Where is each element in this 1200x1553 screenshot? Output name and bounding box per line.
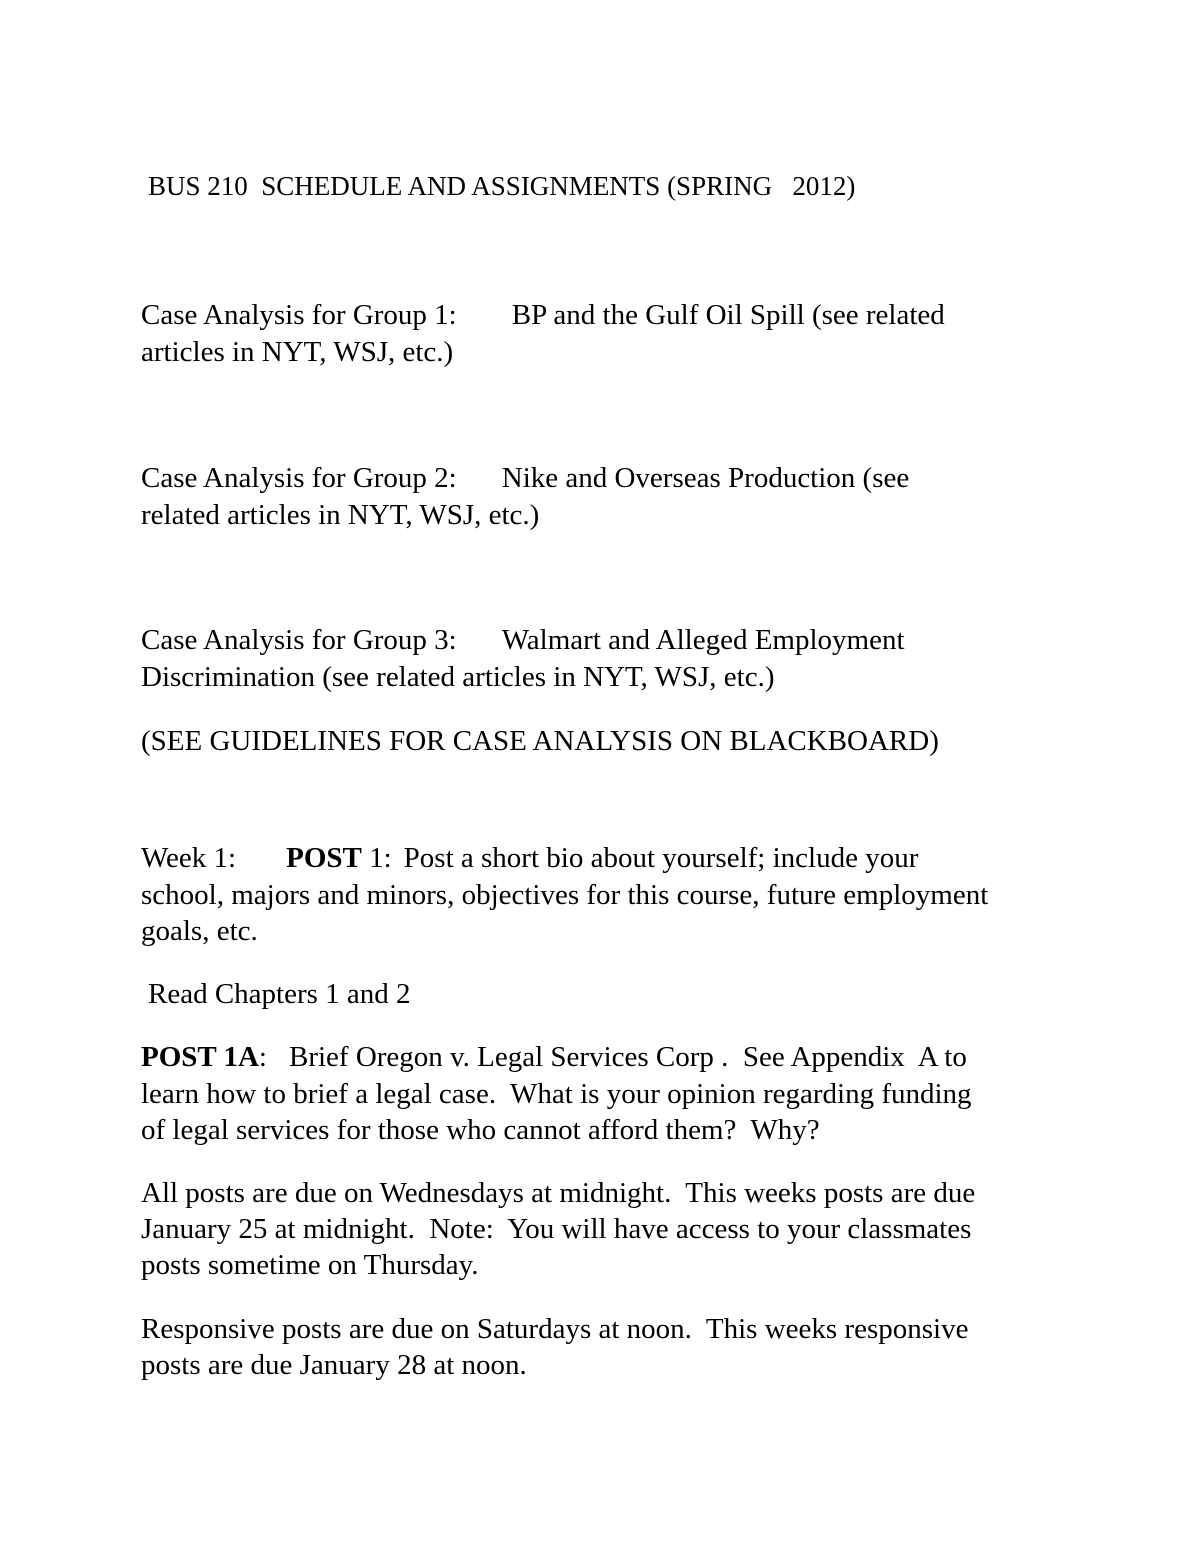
group-2-line-1 <box>141 460 909 497</box>
week-1-line-3: goals, etc. <box>141 915 258 947</box>
group-1-line-1 <box>141 297 945 334</box>
group-2-line-2: related articles in NYT, WSJ, etc.) <box>141 499 540 531</box>
guidelines-note: (SEE GUIDELINES FOR CASE ANALYSIS ON BLACKBOARD) <box>141 725 939 757</box>
post-1a-line-1 <box>141 1039 967 1076</box>
post-1a-label: POST 1A <box>141 1041 259 1073</box>
group-3-line-2: Discrimination (see related articles in NYT, WSJ, etc.) <box>141 661 775 693</box>
group-3-label: Case Analysis for Group 3: <box>141 624 457 656</box>
group-2-label: Case Analysis for Group 2: <box>141 462 457 494</box>
group-1-topic: BP and the Gulf Oil Spill (see related <box>511 299 945 331</box>
group-2-topic: Nike and Overseas Production (see <box>501 462 910 494</box>
group-1-line-2: articles in NYT, WSJ, etc.) <box>141 336 454 368</box>
post-1-text: Post a short bio about yourself; include your <box>403 842 919 874</box>
due-posts-line-3: posts sometime on Thursday. <box>141 1249 479 1281</box>
due-posts-line-2: January 25 at midnight. Note: You will have access to your classmates <box>141 1213 972 1245</box>
responsive-posts-line-2: posts are due January 28 at noon. <box>141 1349 527 1381</box>
week-1-line-2: school, majors and minors, objectives for this course, future employment <box>141 879 989 911</box>
group-1-label: Case Analysis for Group 1: <box>141 299 457 331</box>
post-1a-colon: : <box>258 1041 267 1073</box>
group-3-line-1 <box>141 622 905 659</box>
post-1a-line-2: learn how to brief a legal case. What is your opinion regarding funding <box>141 1078 972 1110</box>
group-3-topic: Walmart and Alleged Employment <box>501 624 905 656</box>
post-1a-line-3: of legal services for those who cannot afford them? Why? <box>141 1114 820 1146</box>
reading-assignment: Read Chapters 1 and 2 <box>148 978 411 1010</box>
week-1-line-1 <box>141 840 918 877</box>
post-1-number: 1: <box>361 842 392 874</box>
post-1a-text: Brief Oregon v. Legal Services Corp . See Appendix A to <box>288 1041 967 1073</box>
week-1-label: Week 1: <box>141 842 237 874</box>
document-title: BUS 210 SCHEDULE AND ASSIGNMENTS (SPRING 2012) <box>148 171 856 201</box>
responsive-posts-line-1: Responsive posts are due on Saturdays at noon. This weeks responsive <box>141 1313 969 1345</box>
post-1-label: POST <box>286 842 362 874</box>
due-posts-line-1: All posts are due on Wednesdays at midnight. This weeks posts are due <box>141 1177 976 1209</box>
